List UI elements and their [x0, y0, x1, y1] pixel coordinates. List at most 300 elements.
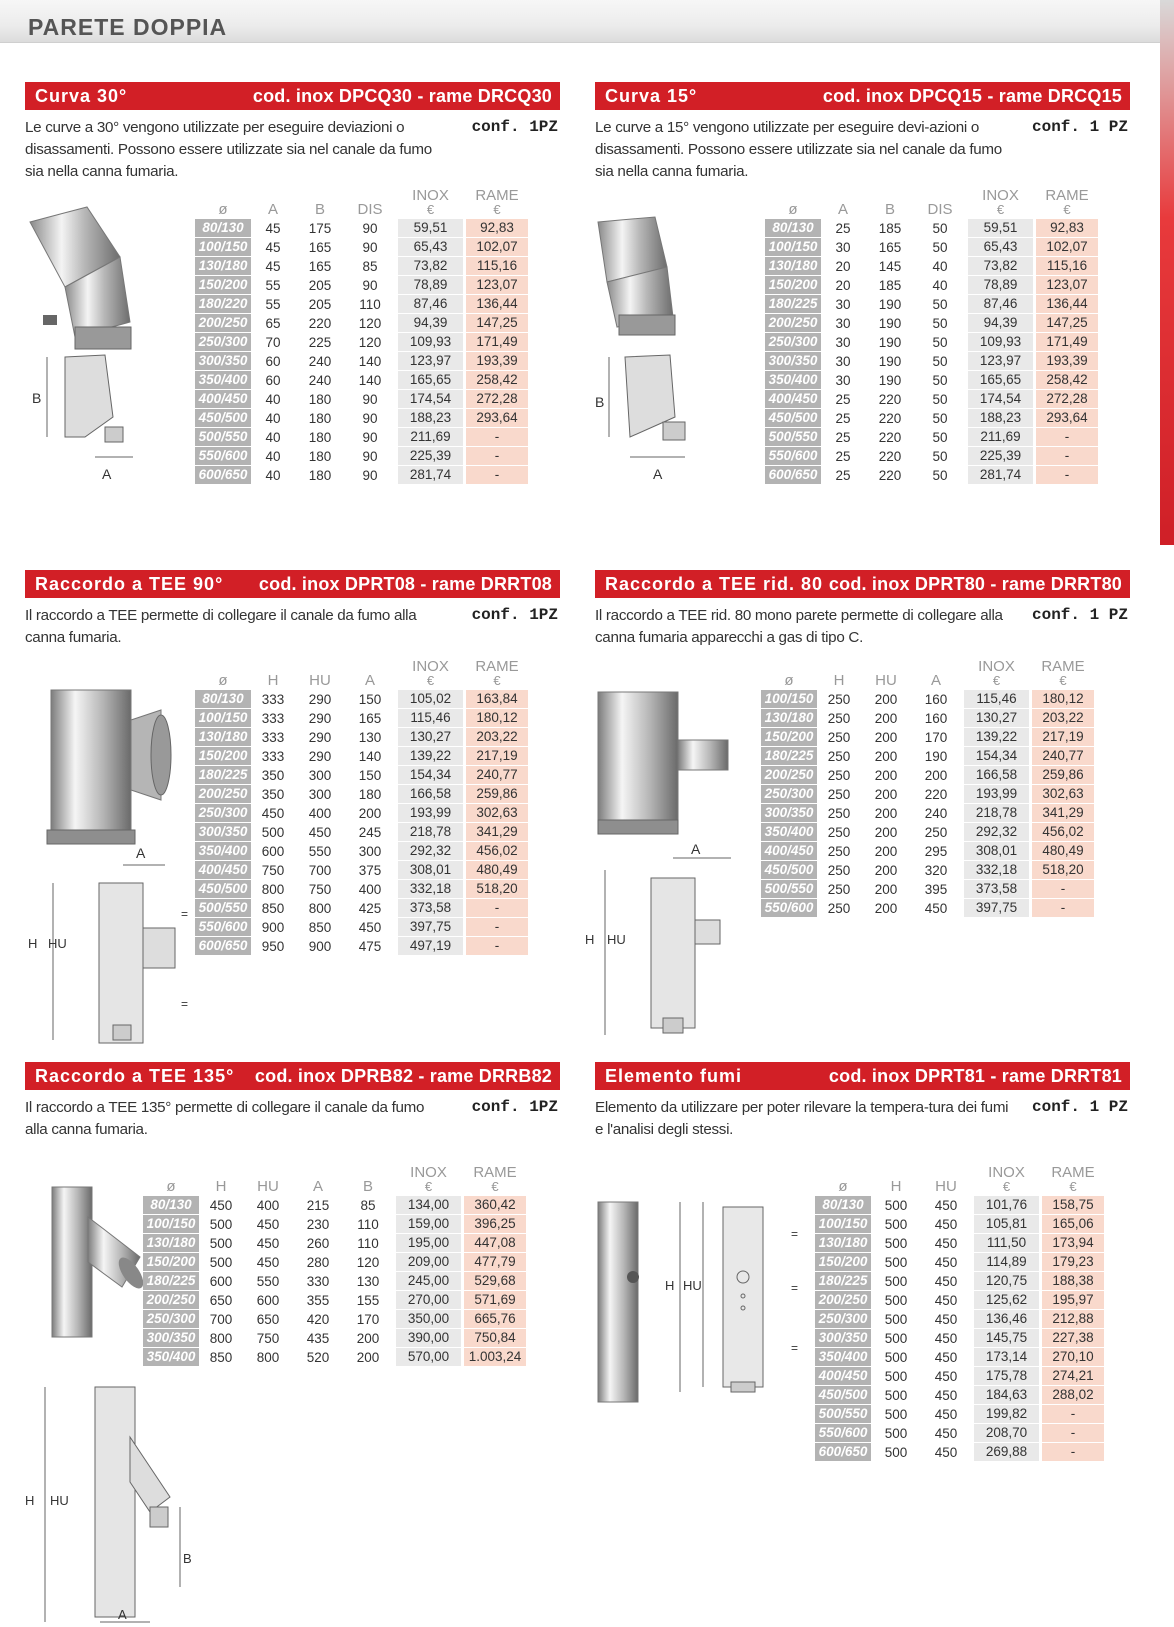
price-table — [761, 660, 1094, 918]
dimension-cell: 333 — [261, 710, 285, 726]
dimension-cell: 200 — [874, 881, 898, 897]
dimension-cell: 50 — [932, 410, 948, 426]
drawing-label-equal: = — [791, 1341, 799, 1355]
table-row — [815, 1424, 1104, 1443]
dimension-cell: 200 — [874, 767, 898, 783]
dimension-cell: 110 — [357, 1216, 379, 1232]
column-header: B — [314, 201, 325, 218]
column-header: RAME € — [463, 660, 528, 690]
dimension-cell: 600 — [261, 843, 285, 859]
dimension-cell: 200 — [874, 729, 898, 745]
diameter-cell: 180/225 — [761, 747, 817, 766]
drawing-label-hu: HU — [683, 1278, 702, 1293]
dimension-cell: 50 — [932, 372, 948, 388]
dimension-cell: 200 — [356, 1330, 380, 1346]
dimension-cell: 90 — [362, 410, 378, 426]
rame-price-cell: 173,94 — [1039, 1234, 1104, 1253]
dimension-cell: 140 — [358, 748, 382, 764]
dimension-cell: 90 — [362, 429, 378, 445]
diameter-cell: 450/500 — [195, 409, 251, 428]
dimension-cell: 250 — [827, 710, 851, 726]
table-row — [195, 333, 528, 352]
dimension-cell: 250 — [827, 805, 851, 821]
dimension-cell: 400 — [256, 1197, 280, 1213]
product-drawing — [595, 187, 765, 487]
diameter-cell: 500/550 — [761, 880, 817, 899]
dimension-cell: 70 — [265, 334, 281, 350]
dimension-cell: 550 — [308, 843, 332, 859]
dimension-cell: 750 — [308, 881, 332, 897]
product-section-curva-15 — [595, 82, 1130, 552]
dimension-cell: 300 — [308, 786, 332, 802]
column-header: INOX € — [393, 1166, 461, 1196]
dimension-cell: 190 — [878, 296, 902, 312]
drawing-label-h: H — [25, 1493, 35, 1508]
inox-price-cell: 166,58 — [961, 766, 1029, 785]
drawing-label-equal: = — [181, 907, 189, 921]
dimension-cell: 90 — [362, 239, 378, 255]
dimension-cell: 180 — [308, 391, 332, 407]
dimension-cell: 30 — [835, 315, 851, 331]
dimension-cell: 333 — [261, 691, 285, 707]
dimension-cell: 800 — [256, 1349, 280, 1365]
euro-symbol: € — [493, 673, 501, 688]
table-row — [761, 842, 1094, 861]
dimension-cell: 500 — [884, 1273, 908, 1289]
inox-price-cell: 78,89 — [965, 276, 1033, 295]
dimension-cell: 55 — [265, 277, 281, 293]
dimension-cell: 850 — [209, 1349, 233, 1365]
dimension-cell: 450 — [934, 1406, 958, 1422]
dimension-cell: 450 — [934, 1349, 958, 1365]
dimension-cell: 50 — [932, 467, 948, 483]
inox-price-cell: 145,75 — [971, 1329, 1039, 1348]
dimension-cell: 450 — [308, 824, 332, 840]
dimension-cell: 45 — [265, 220, 281, 236]
dimension-cell: 25 — [835, 220, 851, 236]
dimension-cell: 190 — [878, 334, 902, 350]
dimension-cell: 220 — [878, 391, 902, 407]
dimension-cell: 425 — [358, 900, 382, 916]
table-row — [143, 1234, 526, 1253]
column-header: HU — [875, 672, 897, 689]
dimension-cell: 150 — [358, 767, 382, 783]
dimension-cell: 245 — [358, 824, 382, 840]
dimension-cell: 190 — [878, 315, 902, 331]
diameter-cell: 400/450 — [815, 1367, 871, 1386]
diameter-cell: 500/550 — [765, 428, 821, 447]
dimension-cell: 250 — [827, 767, 851, 783]
dimension-cell: 90 — [362, 277, 378, 293]
column-header: H — [215, 1178, 227, 1195]
line-drawing — [609, 355, 685, 457]
rame-price-cell: 203,22 — [463, 728, 528, 747]
dimension-cell: 500 — [884, 1197, 908, 1213]
section-code: cod. inox DPRT81 - rame DRRT81 — [828, 1066, 1122, 1086]
dimension-cell: 40 — [265, 391, 281, 407]
dimension-cell: 90 — [362, 448, 378, 464]
euro-symbol: € — [1059, 673, 1067, 688]
column-header: A — [312, 1178, 323, 1195]
rame-price-cell: 102,07 — [1033, 238, 1098, 257]
dimension-cell: 500 — [884, 1368, 908, 1384]
euro-symbol: € — [426, 673, 435, 688]
inox-price-cell: 73,82 — [965, 257, 1033, 276]
dimension-cell: 950 — [261, 938, 285, 954]
rame-price-cell: - — [463, 428, 528, 447]
dimension-cell: 200 — [874, 710, 898, 726]
dimension-cell: 45 — [265, 239, 281, 255]
dimension-cell: 230 — [306, 1216, 330, 1232]
table-row — [143, 1196, 526, 1215]
diameter-cell: 600/650 — [765, 466, 821, 485]
column-header: ø — [218, 672, 228, 689]
dimension-cell: 450 — [934, 1330, 958, 1346]
inox-price-cell: 130,27 — [961, 709, 1029, 728]
inox-price-cell: 166,58 — [395, 785, 463, 804]
table-row — [195, 466, 528, 485]
euro-symbol: € — [424, 1179, 433, 1194]
dimension-cell: 165 — [878, 239, 902, 255]
table-row — [815, 1405, 1104, 1424]
diameter-cell: 250/300 — [815, 1310, 871, 1329]
table-row — [143, 1329, 526, 1348]
dimension-cell: 160 — [924, 710, 948, 726]
dimension-cell: 355 — [306, 1292, 330, 1308]
dimension-cell: 30 — [835, 353, 851, 369]
table-row — [761, 747, 1094, 766]
table-row — [195, 295, 528, 314]
dimension-cell: 500 — [884, 1292, 908, 1308]
inox-price-cell: 281,74 — [395, 466, 463, 485]
product-photo — [52, 1187, 148, 1337]
dimension-cell: 450 — [934, 1425, 958, 1441]
rame-price-cell: 147,25 — [463, 314, 528, 333]
dimension-cell: 60 — [265, 372, 281, 388]
table-row — [765, 276, 1098, 295]
dimension-cell: 20 — [835, 258, 851, 274]
table-row — [765, 314, 1098, 333]
diameter-cell: 200/250 — [195, 314, 251, 333]
dimension-cell: 450 — [358, 919, 382, 935]
table-row — [765, 333, 1098, 352]
inox-price-cell: 123,97 — [965, 352, 1033, 371]
rame-price-cell: 447,08 — [461, 1234, 526, 1253]
section-description: Il raccordo a TEE rid. 80 mono parete permette di collegare alla canna fumaria apparecchi a gas di tipo C. — [595, 607, 1003, 646]
rame-price-cell: 123,07 — [1033, 276, 1098, 295]
drawing-label-a: A — [118, 1607, 127, 1622]
dimension-cell: 850 — [308, 919, 332, 935]
section-title: Raccordo a TEE 135° — [35, 1066, 235, 1086]
inox-price-cell: 373,58 — [961, 880, 1029, 899]
inox-price-cell: 130,27 — [395, 728, 463, 747]
rame-price-cell: 288,02 — [1039, 1386, 1104, 1405]
rame-price-cell: 165,06 — [1039, 1215, 1104, 1234]
table-row — [143, 1215, 526, 1234]
dimension-cell: 60 — [265, 353, 281, 369]
diameter-cell: 150/200 — [195, 747, 251, 766]
table-row — [143, 1291, 526, 1310]
diameter-cell: 400/450 — [195, 390, 251, 409]
dimension-cell: 200 — [874, 862, 898, 878]
table-row — [143, 1272, 526, 1291]
dimension-cell: 220 — [878, 448, 902, 464]
drawing-label-a: A — [653, 466, 663, 482]
diameter-cell: 600/650 — [815, 1443, 871, 1462]
dimension-cell: 250 — [827, 900, 851, 916]
table-row — [195, 861, 528, 880]
dimension-cell: 200 — [874, 805, 898, 821]
column-header: A — [267, 201, 278, 218]
section-title: Curva 15° — [605, 86, 698, 106]
dimension-cell: 320 — [924, 862, 948, 878]
dimension-cell: 395 — [924, 881, 948, 897]
table-row — [815, 1348, 1104, 1367]
rame-price-cell: 115,16 — [1033, 257, 1098, 276]
inox-price-cell: 308,01 — [395, 861, 463, 880]
dimension-cell: 25 — [835, 391, 851, 407]
diameter-cell: 100/150 — [195, 709, 251, 728]
drawing-label-b: B — [32, 390, 42, 406]
rame-price-cell: 136,44 — [463, 295, 528, 314]
inox-price-cell: 101,76 — [971, 1196, 1039, 1215]
dimension-cell: 450 — [934, 1216, 958, 1232]
dimension-cell: 160 — [924, 691, 948, 707]
section-header — [25, 82, 560, 110]
product-drawing — [13, 670, 189, 1040]
drawing-label-b: B — [183, 1551, 192, 1566]
dimension-cell: 500 — [209, 1235, 233, 1251]
inox-price-cell: 123,97 — [395, 352, 463, 371]
dimension-cell: 110 — [359, 296, 381, 312]
table-row — [761, 785, 1094, 804]
inox-price-cell: 211,69 — [965, 428, 1033, 447]
inox-price-cell: 281,74 — [965, 466, 1033, 485]
dimension-cell: 290 — [308, 691, 332, 707]
inox-price-cell: 225,39 — [395, 447, 463, 466]
diameter-cell: 150/200 — [143, 1253, 199, 1272]
dimension-cell: 500 — [884, 1216, 908, 1232]
inox-price-cell: 109,93 — [395, 333, 463, 352]
section-code: cod. inox DPRT80 - rame DRRT80 — [828, 574, 1122, 594]
table-row — [195, 880, 528, 899]
inox-price-cell: 218,78 — [395, 823, 463, 842]
dimension-cell: 220 — [878, 410, 902, 426]
diameter-cell: 500/550 — [815, 1405, 871, 1424]
dimension-cell: 240 — [308, 353, 332, 369]
table-row — [195, 352, 528, 371]
drawing-label-equal: = — [791, 1281, 799, 1295]
dimension-cell: 850 — [261, 900, 285, 916]
rame-price-cell: 203,22 — [1029, 709, 1094, 728]
inox-price-cell: 497,19 — [395, 937, 463, 956]
section-conf: conf. 1PZ — [471, 606, 558, 624]
diameter-cell: 550/600 — [761, 899, 817, 918]
line-drawing — [680, 1202, 763, 1392]
diameter-cell: 80/130 — [765, 219, 821, 238]
dimension-cell: 700 — [209, 1311, 233, 1327]
diameter-cell: 450/500 — [195, 880, 251, 899]
column-header: ø — [784, 672, 794, 689]
table-row — [815, 1443, 1104, 1462]
table-row — [195, 371, 528, 390]
rame-price-cell: - — [1039, 1424, 1104, 1443]
inox-price-cell: 225,39 — [965, 447, 1033, 466]
dimension-cell: 650 — [256, 1311, 280, 1327]
table-row — [765, 238, 1098, 257]
table-row — [195, 409, 528, 428]
diameter-cell: 400/450 — [765, 390, 821, 409]
dimension-cell: 40 — [265, 448, 281, 464]
diameter-cell: 550/600 — [765, 447, 821, 466]
rame-price-cell: 1.003,24 — [461, 1348, 526, 1367]
rame-price-cell: 259,86 — [463, 785, 528, 804]
column-header: H — [267, 672, 279, 689]
section-title: Elemento fumi — [605, 1066, 743, 1086]
rame-price-cell: 102,07 — [463, 238, 528, 257]
dimension-cell: 120 — [358, 315, 382, 331]
dimension-cell: 180 — [308, 448, 332, 464]
dimension-cell: 200 — [874, 786, 898, 802]
dimension-cell: 450 — [934, 1387, 958, 1403]
table-row — [195, 257, 528, 276]
column-header: HU — [257, 1178, 279, 1195]
dimension-cell: 500 — [209, 1254, 233, 1270]
table-row — [815, 1253, 1104, 1272]
dimension-cell: 800 — [209, 1330, 233, 1346]
inox-price-cell: 175,78 — [971, 1367, 1039, 1386]
dimension-cell: 800 — [308, 900, 332, 916]
dimension-cell: 500 — [884, 1235, 908, 1251]
diameter-cell: 300/350 — [761, 804, 817, 823]
inox-price-cell: 65,43 — [965, 238, 1033, 257]
dimension-cell: 170 — [356, 1311, 380, 1327]
inox-price-cell: 390,00 — [393, 1329, 461, 1348]
table-row — [195, 428, 528, 447]
dimension-cell: 650 — [209, 1292, 233, 1308]
dimension-cell: 130 — [358, 729, 382, 745]
inox-price-cell: 139,22 — [961, 728, 1029, 747]
table-row — [195, 219, 528, 238]
dimension-cell: 190 — [878, 353, 902, 369]
section-header — [595, 82, 1130, 110]
inox-price-cell: 332,18 — [961, 861, 1029, 880]
dimension-cell: 50 — [932, 391, 948, 407]
rame-price-cell: - — [463, 937, 528, 956]
inox-price-cell: 109,93 — [965, 333, 1033, 352]
inox-price-cell: 165,65 — [395, 371, 463, 390]
diameter-cell: 100/150 — [143, 1215, 199, 1234]
dimension-cell: 250 — [924, 824, 948, 840]
rame-price-cell: 195,97 — [1039, 1291, 1104, 1310]
table-row — [761, 690, 1094, 709]
dimension-cell: 65 — [265, 315, 281, 331]
section-conf: conf. 1 PZ — [1031, 606, 1128, 624]
dimension-cell: 200 — [874, 900, 898, 916]
table-row — [815, 1367, 1104, 1386]
rame-price-cell: 92,83 — [1033, 219, 1098, 238]
inox-price-cell: 78,89 — [395, 276, 463, 295]
dimension-cell: 30 — [835, 239, 851, 255]
section-description: Il raccordo a TEE 135° permette di collegare il canale da fumo alla canna fumaria. — [25, 1099, 425, 1138]
dimension-cell: 120 — [356, 1254, 380, 1270]
dimension-cell: 250 — [827, 729, 851, 745]
diameter-cell: 300/350 — [765, 352, 821, 371]
rame-price-cell: 518,20 — [463, 880, 528, 899]
rame-price-cell: 571,69 — [461, 1291, 526, 1310]
diameter-cell: 350/400 — [765, 371, 821, 390]
rame-price-cell: 750,84 — [461, 1329, 526, 1348]
rame-price-cell: 188,38 — [1039, 1272, 1104, 1291]
section-code: cod. inox DPCQ15 - rame DRCQ15 — [822, 86, 1122, 106]
dimension-cell: 205 — [308, 296, 332, 312]
drawing-label-a: A — [136, 845, 146, 861]
drawing-label-a: A — [691, 841, 701, 857]
table-row — [195, 842, 528, 861]
dimension-cell: 475 — [358, 938, 382, 954]
inox-price-cell: 218,78 — [961, 804, 1029, 823]
dimension-cell: 55 — [265, 296, 281, 312]
dimension-cell: 350 — [261, 786, 285, 802]
table-row — [195, 690, 528, 709]
inox-price-cell: 115,46 — [961, 690, 1029, 709]
column-header: RAME € — [1033, 189, 1098, 219]
diameter-cell: 300/350 — [195, 352, 251, 371]
dimension-cell: 30 — [835, 334, 851, 350]
dimension-cell: 25 — [835, 410, 851, 426]
dimension-cell: 500 — [884, 1349, 908, 1365]
dimension-cell: 250 — [827, 824, 851, 840]
diameter-cell: 100/150 — [765, 238, 821, 257]
dimension-cell: 50 — [932, 315, 948, 331]
dimension-cell: 500 — [884, 1330, 908, 1346]
dimension-cell: 170 — [924, 729, 948, 745]
inox-price-cell: 193,99 — [395, 804, 463, 823]
dimension-cell: 85 — [360, 1197, 376, 1213]
column-header: ø — [788, 201, 798, 218]
dimension-cell: 120 — [358, 334, 382, 350]
inox-price-cell: 211,69 — [395, 428, 463, 447]
diameter-cell: 300/350 — [195, 823, 251, 842]
dimension-cell: 750 — [256, 1330, 280, 1346]
diameter-cell: 350/400 — [815, 1348, 871, 1367]
dimension-cell: 290 — [308, 748, 332, 764]
dimension-cell: 450 — [934, 1197, 958, 1213]
euro-symbol: € — [491, 1179, 499, 1194]
section-header — [595, 570, 1130, 598]
diameter-cell: 200/250 — [195, 785, 251, 804]
dimension-cell: 185 — [878, 220, 902, 236]
table-row — [761, 709, 1094, 728]
table-row — [761, 766, 1094, 785]
product-drawing — [595, 1192, 815, 1472]
section-header — [25, 1062, 560, 1090]
table-row — [195, 314, 528, 333]
drawing-label-a: A — [102, 466, 112, 482]
dimension-cell: 260 — [306, 1235, 330, 1251]
rame-price-cell: - — [1033, 447, 1098, 466]
dimension-cell: 280 — [306, 1254, 330, 1270]
price-table — [815, 1166, 1104, 1462]
inox-price-cell: 87,46 — [965, 295, 1033, 314]
diameter-cell: 200/250 — [765, 314, 821, 333]
rame-price-cell: 259,86 — [1029, 766, 1094, 785]
dimension-cell: 600 — [256, 1292, 280, 1308]
table-row — [765, 295, 1098, 314]
rame-price-cell: 180,12 — [1029, 690, 1094, 709]
inox-price-cell: 199,82 — [971, 1405, 1039, 1424]
dimension-cell: 30 — [835, 296, 851, 312]
